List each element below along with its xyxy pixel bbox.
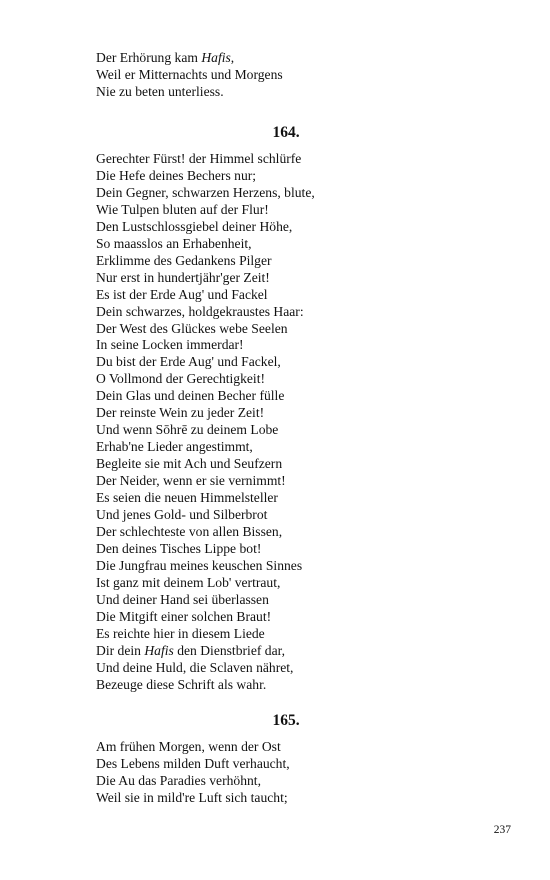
- page-number: 237: [493, 824, 511, 836]
- verse-line: Den Lustschlossgiebel deiner Höhe,: [96, 218, 293, 234]
- verse-line: [96, 50, 476, 67]
- verse-line: Wie Tulpen bluten auf der Flur!: [96, 201, 269, 217]
- verse-line: Und deiner Hand sei überlassen: [96, 591, 269, 607]
- verse-line: Du bist der Erde Aug' und Fackel,: [96, 354, 281, 370]
- verse-line: Die Mitgift einer solchen Braut!: [96, 608, 272, 624]
- verse-line: Und deine Huld, die Sclaven nähret,: [96, 659, 294, 675]
- verse-line: Der Neider, wenn er sie vernimmt!: [96, 473, 286, 489]
- verse-text: Der Erhörung kam: [96, 50, 202, 65]
- verse-line: Gerechter Fürst! der Himmel schlürfe: [96, 151, 302, 166]
- poem-continuation: [96, 50, 476, 101]
- verse-line: Ist ganz mit deinem Lob' vertraut,: [96, 574, 281, 590]
- verse-line: Die Jungfrau meines keuschen Sinnes: [96, 557, 303, 573]
- verse-text: den Dienstbrief dar,: [173, 642, 285, 658]
- verse-text: ,: [230, 50, 235, 65]
- verse-text: Dir dein: [96, 642, 145, 658]
- verse-line: Den deines Tisches Lippe bot!: [96, 540, 262, 556]
- italic-name: Hafis: [144, 642, 174, 658]
- verse-line: Erhab'ne Lieder angestimmt,: [96, 439, 253, 455]
- verse-line: In seine Locken immerdar!: [96, 337, 244, 353]
- verse-line: Der reinste Wein zu jeder Zeit!: [96, 405, 265, 421]
- verse-line: Des Lebens milden Duft verhaucht,: [96, 755, 290, 771]
- verse-line: Der West des Glückes webe Seelen: [96, 320, 288, 336]
- verse-line: Erklimme des Gedankens Pilger: [96, 252, 272, 268]
- verse-line: Es seien die neuen Himmelsteller: [96, 490, 278, 506]
- verse-line: Dein Glas und deinen Becher fülle: [96, 388, 285, 404]
- verse-line: Und wenn Sōhrē zu deinem Lobe: [96, 422, 279, 438]
- verse-line: Dein schwarzes, holdgekraustes Haar:: [96, 303, 304, 319]
- verse-line: Weil er Mitternachts und Morgens: [96, 66, 283, 82]
- verse-line: [96, 643, 476, 660]
- poem-number-164: 164.: [272, 124, 300, 141]
- poem-number-165: 165.: [272, 712, 300, 729]
- italic-name: Hafis: [201, 50, 231, 65]
- verse-line: Es ist der Erde Aug' und Fackel: [96, 286, 268, 302]
- verse-line: Die Au das Paradies verhöhnt,: [96, 772, 261, 788]
- verse-line: Weil sie in mild're Luft sich taucht;: [96, 789, 288, 805]
- verse-line: Die Hefe deines Bechers nur;: [96, 167, 257, 183]
- verse-line: Begleite sie mit Ach und Seufzern: [96, 456, 283, 472]
- verse-line: Und jenes Gold- und Silberbrot: [96, 507, 268, 523]
- verse-line: Nie zu beten unterliess.: [96, 83, 224, 99]
- verse-line: O Vollmond der Gerechtigkeit!: [96, 371, 266, 387]
- poem-164-text: [96, 151, 476, 694]
- verse-line: Bezeuge diese Schrift als wahr.: [96, 676, 267, 692]
- verse-line: Dein Gegner, schwarzen Herzens, blute,: [96, 184, 315, 200]
- verse-line: So maasslos an Erhabenheit,: [96, 235, 252, 251]
- poem-165-text: [96, 739, 476, 807]
- verse-line: Der schlechteste von allen Bissen,: [96, 523, 283, 539]
- verse-line: Am frühen Morgen, wenn der Ost: [96, 739, 281, 754]
- verse-line: Nur erst in hundertjähr'ger Zeit!: [96, 269, 270, 285]
- verse-line: Es reichte hier in diesem Liede: [96, 625, 265, 641]
